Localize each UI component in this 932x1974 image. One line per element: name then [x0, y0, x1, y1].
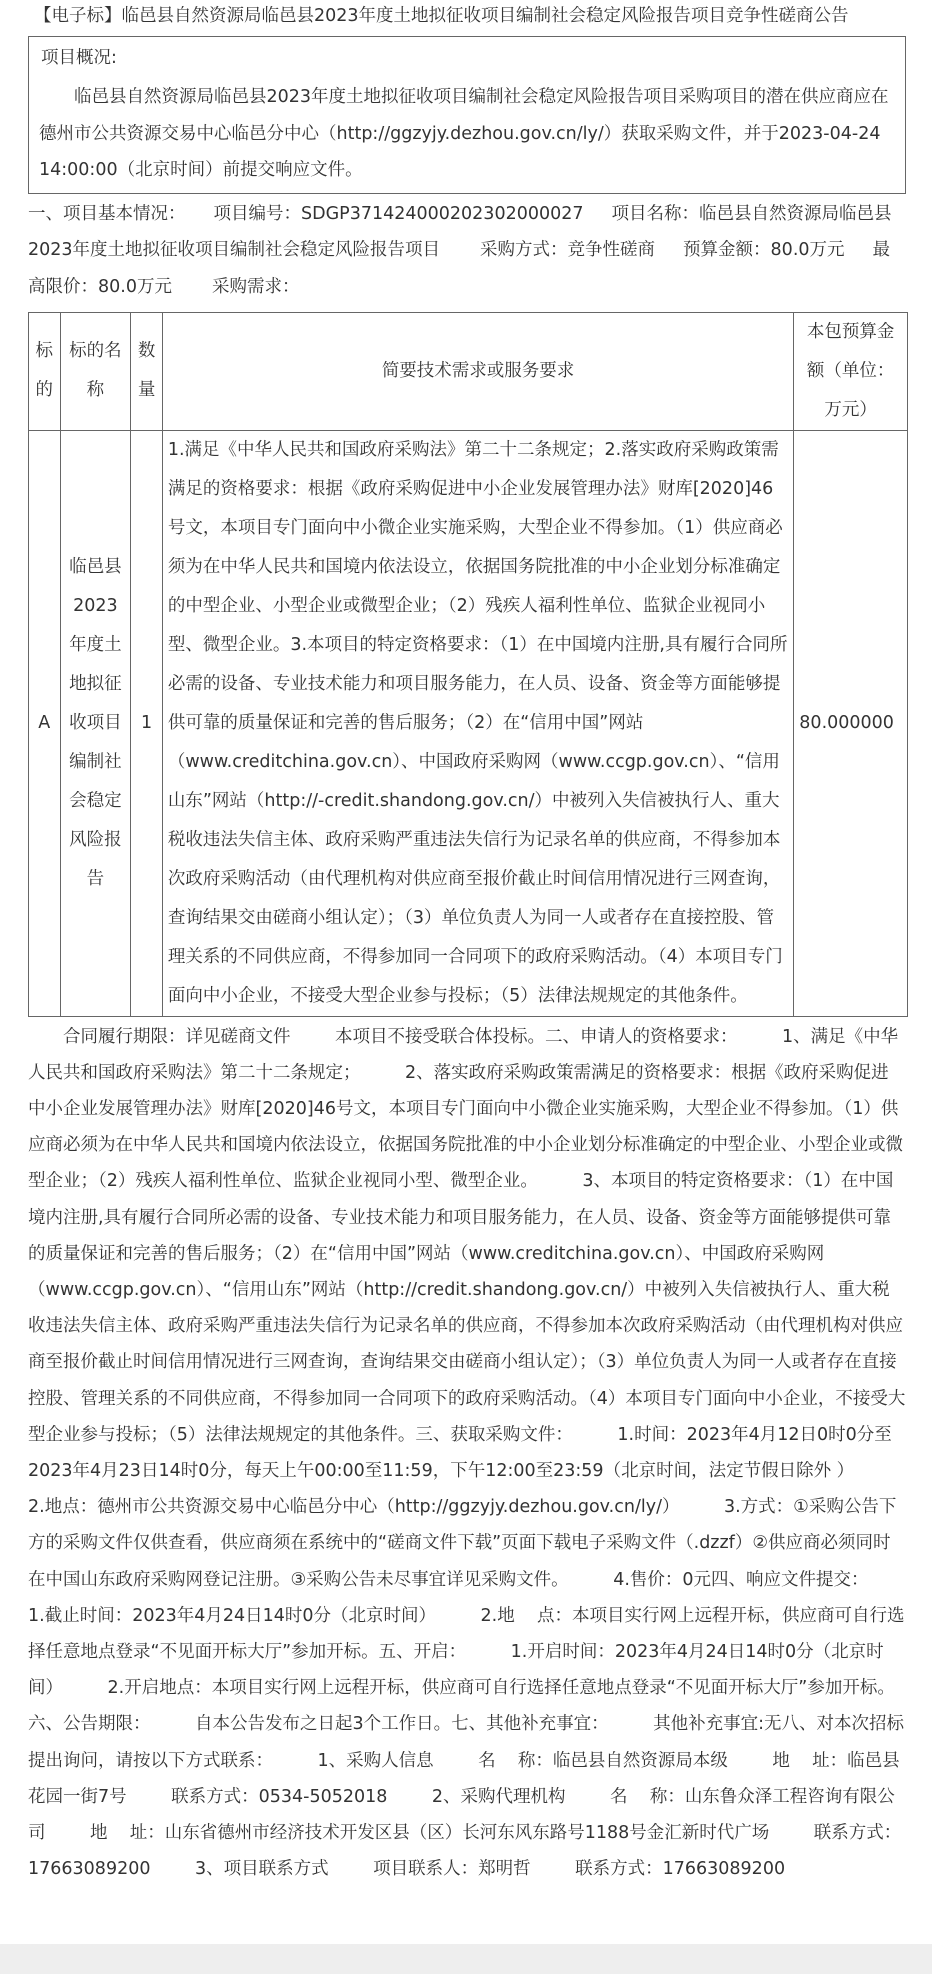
requirement-label: 采购需求：: [211, 276, 300, 297]
overview-label: 项目概况:: [41, 48, 117, 68]
row-budget: 80.000000: [794, 430, 908, 1016]
row-item: A: [29, 430, 61, 1016]
notice-content: [28, 0, 914, 1887]
overview-box: [28, 36, 906, 194]
requirement-table: [28, 312, 908, 1017]
table-row: [29, 430, 908, 1016]
max-price: 最高限价：80.0万元: [28, 240, 891, 297]
row-qty: 1: [131, 430, 163, 1016]
overview-text: 临邑县自然资源局临邑县2023年度土地拟征收项目编制社会稳定风险报告项目采购项目的潜在供应商应在德州市公共资源交易中心临邑分中心（http://ggzyjy.dezhou.gov.cn/ly/）获取采购文件，并于2023-04-24 14:00:00（北京时间）前提交响应文件。: [39, 87, 889, 181]
project-number: 项目编号：SDGP371424000202302000027: [213, 203, 584, 224]
basic-heading: 一、项目基本情况：: [28, 203, 186, 224]
basic-info: [28, 196, 906, 306]
header-qty: 数量: [131, 312, 163, 430]
table-header-row: [29, 312, 908, 430]
notice-body-text: 合同履行期限：详见磋商文件 本项目不接受联合体投标。二、申请人的资格要求： 1、满足《中华人民共和国政府采购法》第二十二条规定； 2、落实政府采购政策需满足的资格要求：根据《政府采购促进中小企业发展管理办法》财库[2020]46号文，本项目专门面向中小微企业实施采购，大型企业不得参加。（1）供应商必须为在中华人民共和国境内依法设立，依据国务院批准的中小企业划分标准确定的中型企业、小型企业或微型企业；（2）残疾人福利性单位、监狱企业视同小型、微型企业。 3、本项目的特定资格要求：（1）在中国境内注册,具有履行合同所必需的设备、专业技术能力和项目服务能力，在人员、设备、资金等方面能够提供可靠的质量保证和完善的售后服务；（2）在“信用中国”网站（www.creditchina.gov.cn）、中国政府采购网（www.ccgp.gov.cn）、“信用山东”网站（http://credit.shandong.gov.cn/）中被列入失信被执行人、重大税收违法失信主体、政府采购严重违法失信行为记录名单的供应商，不得参加本次政府采购活动（由代理机构对供应商至报价截止时间信用情况进行三网查询，查询结果交由磋商小组认定）；（3）单位负责人为同一人或者存在直接控股、管理关系的不同供应商，不得参加同一合同项下的政府采购活动。（4）本项目专门面向中小企业，不接受大型企业参与投标；（5）法律法规规定的其他条件。三、获取采购文件： 1.时间：2023年4月12日0时0分至2023年4月23日14时0分，每天上午00:00至11:59，下午12:00至23:59（北京时间，法定节假日除外 ） 2.地点：德州市公共资源交易中心临邑分中心（http://ggzyjy.dezhou.gov.cn/ly/） 3.方式：①采购公告下方的采购文件仅供查看，供应商须在系统中的“磋商文件下载”页面下载电子采购文件（.dzzf）②供应商必须同时在中国山东政府采购网登记注册。③采购公告未尽事宜详见采购文件。 4.售价：0元四、响应文件提交： 1.截止时间：2023年4月24日14时0分（北京时间） 2.地 点：本项目实行网上远程开标，供应商可自行选择任意地点登录“不见面开标大厅”参加开标。五、开启： 1.开启时间：2023年4月24日14时0分（北京时间） 2.开启地点：本项目实行网上远程开标，供应商可自行选择任意地点登录“不见面开标大厅”参加开标。六、公告期限： 自本公告发布之日起3个工作日。七、其他补充事宜： 其他补充事宜:无八、对本次招标提出询问，请按以下方式联系： 1、采购人信息 名 称：临邑县自然资源局本级 地 址：临邑县花园一街7号 联系方式：0534-5052018 2、采购代理机构 名 称：山东鲁众泽工程咨询有限公司 地 址：山东省德州市经济技术开发区县（区）长河东风东路号1188号金汇新时代广场 联系方式：17663089200 3、项目联系方式 项目联系人：郑明哲 联系方式：17663089200: [28, 1026, 914, 1880]
budget-amount: 预算金额：80.0万元: [683, 240, 845, 261]
project-name: 项目名称：临邑县自然资源局临邑县2023年度土地拟征收项目编制社会稳定风险报告项目: [28, 203, 892, 261]
header-item: 标的: [29, 312, 61, 430]
page-title: 【电子标】临邑县自然资源局临邑县2023年度土地拟征收项目编制社会稳定风险报告项目竞争性磋商公告: [34, 6, 849, 26]
header-budget: 本包预算金额（单位：万元）: [794, 312, 908, 430]
row-desc: 1.满足《中华人民共和国政府采购法》第二十二条规定；2.落实政府采购政策需满足的资格要求：根据《政府采购促进中小企业发展管理办法》财库[2020]46号文，本项目专门面向中小微企业实施采购，大型企业不得参加。（1）供应商必须为在中华人民共和国境内依法设立，依据国务院批准的中小企业划分标准确定的中型企业、小型企业或微型企业；（2）残疾人福利性单位、监狱企业视同小型、微型企业。3.本项目的特定资格要求：（1）在中国境内注册,具有履行合同所必需的设备、专业技术能力和项目服务能力，在人员、设备、资金等方面能够提供可靠的质量保证和完善的售后服务；（2）在“信用中国”网站（www.creditchina.gov.cn）、中国政府采购网（www.ccgp.gov.cn）、“信用山东”网站（http://-credit.shandong.gov.cn/）中被列入失信被执行人、重大税收违法失信主体、政府采购严重违法失信行为记录名单的供应商，不得参加本次政府采购活动（由代理机构对供应商至报价截止时间信用情况进行三网查询，查询结果交由磋商小组认定）；（3）单位负责人为同一人或者存在直接控股、管理关系的不同供应商，不得参加同一合同项下的政府采购活动。（4）本项目专门面向中小企业，不接受大型企业参与投标；（5）法律法规规定的其他条件。: [162, 430, 793, 1016]
footer-bar: [0, 1944, 932, 1974]
header-desc: 简要技术需求或服务要求: [162, 312, 793, 430]
procurement-method: 采购方式：竞争性磋商: [480, 240, 656, 261]
row-name: 临邑县2023年度土地拟征收项目编制社会稳定风险报告: [60, 430, 131, 1016]
header-name: 标的名称: [60, 312, 131, 430]
